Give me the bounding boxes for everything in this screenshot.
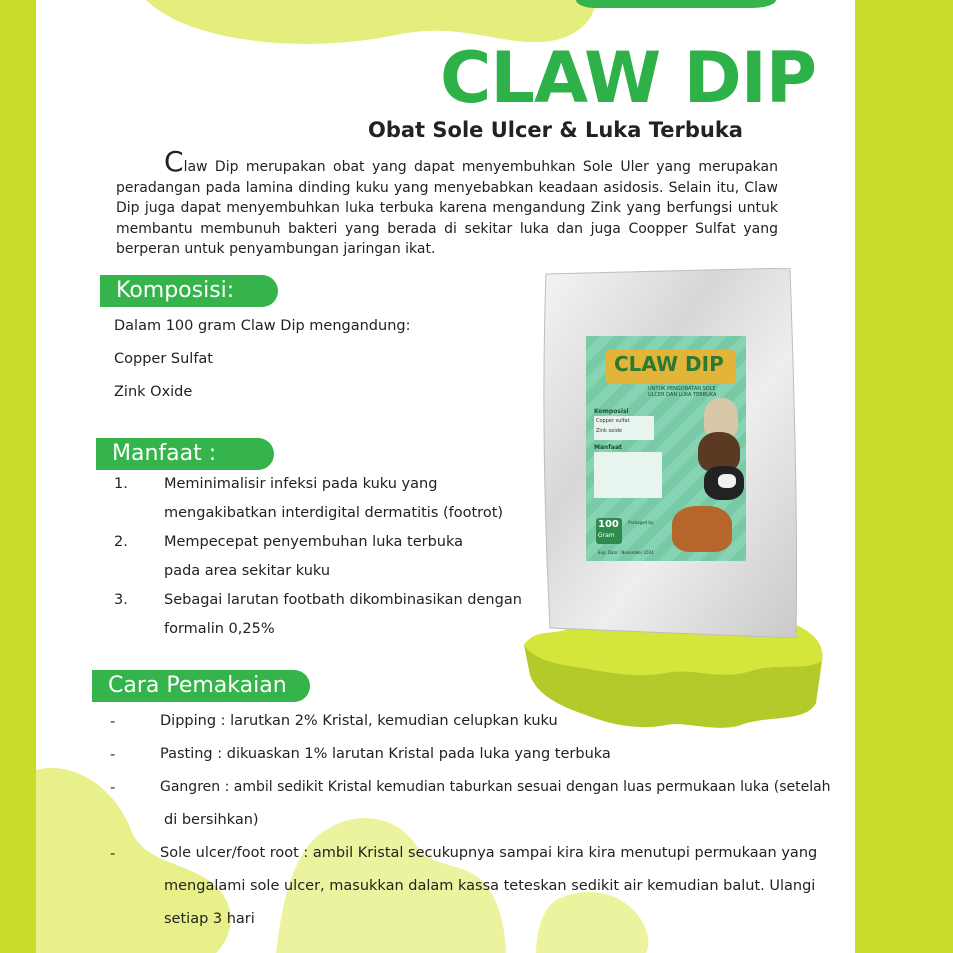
weight-unit: Gram [598, 532, 615, 539]
label-komposisi-line: Copper sulfat [596, 418, 630, 424]
bull-illustration [672, 506, 732, 552]
cara-line: setiap 3 hari [164, 911, 255, 927]
packaged-by: Packaged by: [628, 520, 655, 525]
manfaat-line: Mempecepat penyembuhan luka terbuka [164, 534, 464, 550]
manfaat-line: Sebagai larutan footbath dikombinasikan dengan [164, 592, 522, 608]
komposisi-heading: Komposisi: [100, 275, 278, 307]
cara-dash: - [110, 747, 116, 763]
manfaat-number: 2. [114, 534, 128, 550]
cara-line: di bersihkan) [164, 812, 259, 828]
label-sub2: ULCER DAN LUKA TERBUKA [648, 392, 717, 398]
page-subtitle: Obat Sole Ulcer & Luka Terbuka [368, 118, 743, 142]
manfaat-line: pada area sekitar kuku [164, 563, 331, 579]
manfaat-line: formalin 0,25% [164, 621, 275, 637]
intro-text: law Dip merupakan obat yang dapat menyembuhkan Sole Uler yang merupakan peradangan pada lamina dinding kuku yang menyebabkan keadaan asidosis. Selain itu, Claw Dip juga dapat menyembuhkan luka terbuka karena mengandung Zink yang berfungsi untuk membantu membunuh bakteri yang berada di sekitar luka dan juga Coopper Sulfat yang berperan untuk penyambungan jaringan ikat. [116, 159, 778, 257]
cara-dash: - [110, 714, 116, 730]
intro-dropcap: C [164, 145, 184, 178]
cara-line: Gangren : ambil sedikit Kristal kemudian taburkan sesuai dengan luas permukaan luka (setelah [160, 779, 831, 795]
cara-heading: Cara Pemakaian [92, 670, 310, 702]
label-title: CLAW DIP [614, 352, 724, 376]
exp-date: Exp. Date : November 2024 [598, 550, 654, 555]
page-title: CLAW DIP [440, 37, 817, 119]
manfaat-number: 1. [114, 476, 128, 492]
cara-dash: - [110, 780, 116, 796]
manfaat-heading: Manfaat : [96, 438, 274, 470]
label-komposisi-heading: Komposisi [594, 408, 629, 415]
komposisi-item: Dalam 100 gram Claw Dip mengandung: [114, 318, 411, 334]
cara-line: mengalami sole ulcer, masukkan dalam kassa teteskan sedikit air kemudian balut. Ulangi [164, 878, 816, 894]
cara-line: Sole ulcer/foot root : ambil Kristal secukupnya sampai kira kira menutupi permukaan yang [160, 845, 818, 861]
weight-value: 100 [598, 519, 619, 530]
cara-line: Dipping : larutkan 2% Kristal, kemudian celupkan kuku [160, 713, 558, 729]
label-manfaat-heading: Manfaat [594, 444, 622, 451]
intro-paragraph [116, 145, 778, 260]
cara-dash: - [110, 846, 116, 862]
flyer-page [36, 0, 855, 953]
sachet-label [586, 336, 746, 561]
cow-illustration [718, 474, 736, 488]
label-komposisi-line: Zink oxide [596, 428, 622, 434]
manfaat-line: mengakibatkan interdigital dermatitis (footrot) [164, 505, 504, 521]
manfaat-line: Meminimalisir infeksi pada kuku yang [164, 476, 438, 492]
label-sub1: UNTUK PENGOBATAN SOLE [648, 386, 716, 392]
manfaat-number: 3. [114, 592, 128, 608]
komposisi-item: Copper Sulfat [114, 351, 213, 367]
product-sachet [542, 268, 798, 638]
komposisi-item: Zink Oxide [114, 384, 193, 400]
cara-line: Pasting : dikuaskan 1% larutan Kristal pada luka yang terbuka [160, 746, 611, 762]
